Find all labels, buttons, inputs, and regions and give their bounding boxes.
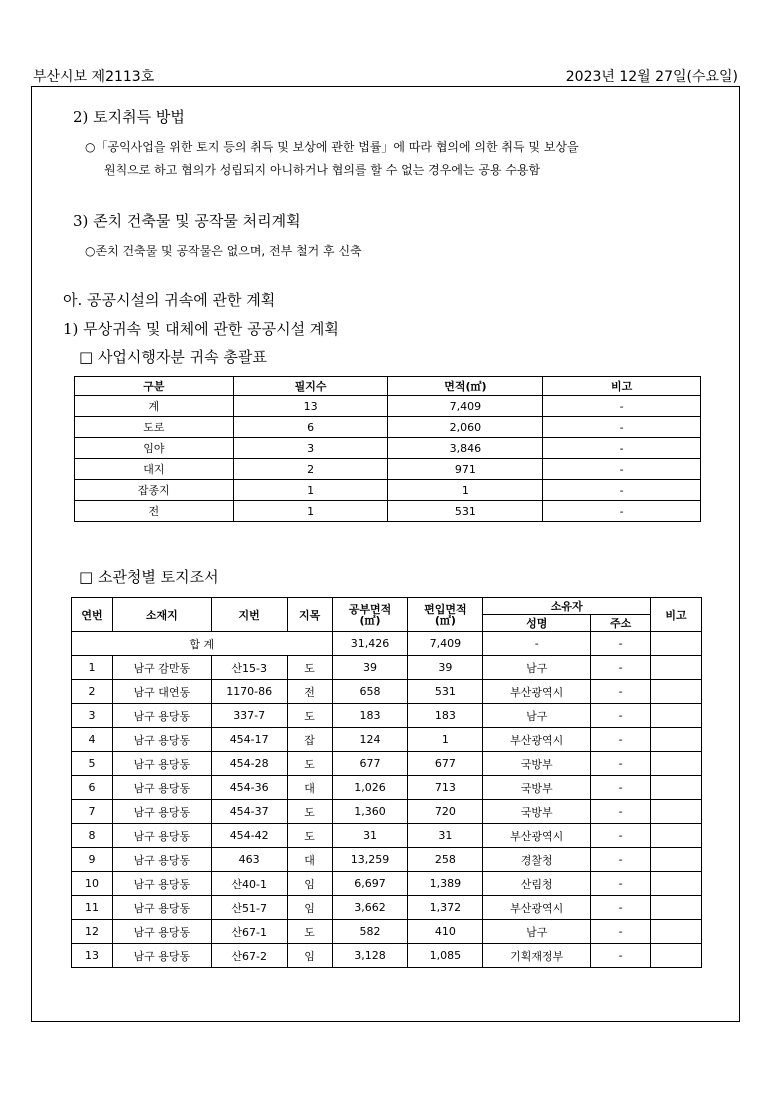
- table-cell: 31: [408, 824, 483, 848]
- table-cell: -: [591, 944, 651, 968]
- table-cell: 산67-2: [211, 944, 287, 968]
- column-header: 지목: [287, 598, 332, 632]
- paragraph-line: ○존치 건축물 및 공작물은 없으며, 전부 철거 후 신축: [85, 244, 362, 258]
- table-cell: 도: [287, 800, 332, 824]
- table-cell: [651, 632, 702, 656]
- table-row: [75, 396, 701, 417]
- table-cell: 13: [72, 944, 113, 968]
- paragraph-line: 원칙으로 하고 협의가 성립되지 아니하거나 협의를 할 수 없는 경우에는 공용 수용함: [104, 163, 541, 177]
- table-cell: 183: [408, 704, 483, 728]
- table-row: [75, 480, 701, 501]
- table-cell: 잡종지: [75, 480, 234, 501]
- table-cell: -: [543, 417, 701, 438]
- table-cell: 1,372: [408, 896, 483, 920]
- table-cell: [651, 800, 702, 824]
- table-cell: 국방부: [483, 800, 591, 824]
- table-cell: 1: [233, 480, 388, 501]
- table-cell: 1170-86: [211, 680, 287, 704]
- table-row: [72, 824, 702, 848]
- table-cell: 산40-1: [211, 872, 287, 896]
- table-cell: [651, 920, 702, 944]
- table-cell: 12: [72, 920, 113, 944]
- column-header: 지번: [211, 598, 287, 632]
- table-cell: -: [483, 632, 591, 656]
- table-cell: [651, 704, 702, 728]
- table-cell: 전: [75, 501, 234, 522]
- table-cell: 도: [287, 920, 332, 944]
- table-cell: 남구 용당동: [112, 920, 211, 944]
- table-cell: 1,389: [408, 872, 483, 896]
- table-row: [72, 656, 702, 680]
- table-cell: 임: [287, 872, 332, 896]
- column-header: 필지수: [233, 377, 388, 396]
- table-cell: 531: [408, 680, 483, 704]
- column-header: 비고: [543, 377, 701, 396]
- table-cell: [651, 776, 702, 800]
- gazette-issue: 부산시보 제2113호: [33, 69, 155, 85]
- table-cell: 1,026: [332, 776, 408, 800]
- table-row: [72, 680, 702, 704]
- table-cell: 부산광역시: [483, 728, 591, 752]
- table-cell: 남구 용당동: [112, 752, 211, 776]
- table-cell: 6,697: [332, 872, 408, 896]
- table-cell: -: [591, 800, 651, 824]
- table-cell: 남구 용당동: [112, 728, 211, 752]
- table-cell: [651, 824, 702, 848]
- table-cell: 971: [388, 459, 543, 480]
- table-cell: -: [591, 920, 651, 944]
- table-row: [72, 752, 702, 776]
- table-cell: 임: [287, 896, 332, 920]
- column-header: 소유자: [483, 598, 651, 615]
- table-cell: 454-17: [211, 728, 287, 752]
- column-header: 주소: [591, 615, 651, 632]
- section-title-land-acquisition: 2) 토지취득 방법: [73, 108, 185, 126]
- table-cell: 1: [233, 501, 388, 522]
- table-cell: 3,128: [332, 944, 408, 968]
- table-cell: 2: [72, 680, 113, 704]
- table-cell: -: [591, 752, 651, 776]
- table-cell: 3,846: [388, 438, 543, 459]
- table-cell: 국방부: [483, 752, 591, 776]
- table-cell: 임야: [75, 438, 234, 459]
- table-cell: 5: [72, 752, 113, 776]
- table-cell: 국방부: [483, 776, 591, 800]
- summary-table: [74, 376, 701, 522]
- table-cell: 1: [408, 728, 483, 752]
- table-cell: 1: [72, 656, 113, 680]
- table-cell: 39: [332, 656, 408, 680]
- table-cell: 남구 용당동: [112, 872, 211, 896]
- table-cell: 31: [332, 824, 408, 848]
- column-header-label: 공부면적: [348, 602, 392, 616]
- table-cell: 산51-7: [211, 896, 287, 920]
- table-cell: 남구: [483, 656, 591, 680]
- table-cell: 13: [233, 396, 388, 417]
- table-cell: 410: [408, 920, 483, 944]
- table-cell: -: [591, 848, 651, 872]
- table-cell: 454-37: [211, 800, 287, 824]
- summary-table-body: [75, 396, 701, 522]
- table-cell: [651, 944, 702, 968]
- table-cell: 713: [408, 776, 483, 800]
- table-cell: 산67-1: [211, 920, 287, 944]
- table-cell: 10: [72, 872, 113, 896]
- table-cell: 남구 용당동: [112, 776, 211, 800]
- column-header: 면적(㎡): [388, 377, 543, 396]
- table-cell: -: [591, 656, 651, 680]
- table-cell: -: [543, 501, 701, 522]
- table-cell: 3: [72, 704, 113, 728]
- table-cell: -: [591, 896, 651, 920]
- table-cell: 1,085: [408, 944, 483, 968]
- table-row: [72, 776, 702, 800]
- table-row: [72, 944, 702, 968]
- table-cell: 산림청: [483, 872, 591, 896]
- table-cell: 337-7: [211, 704, 287, 728]
- table-cell: 부산광역시: [483, 824, 591, 848]
- table-row: [75, 459, 701, 480]
- table-cell: 1: [388, 480, 543, 501]
- table-cell: -: [591, 632, 651, 656]
- column-header-unit: (㎡): [434, 613, 456, 627]
- table-cell: 남구 용당동: [112, 848, 211, 872]
- land-table-body: [72, 632, 702, 968]
- table-cell: 남구 용당동: [112, 944, 211, 968]
- table-cell: [651, 872, 702, 896]
- table-cell: 454-28: [211, 752, 287, 776]
- table-cell: 454-36: [211, 776, 287, 800]
- table-cell: 남구 용당동: [112, 704, 211, 728]
- table-cell: 경찰청: [483, 848, 591, 872]
- table-cell: [651, 728, 702, 752]
- table-cell: 부산광역시: [483, 896, 591, 920]
- table-cell: -: [543, 438, 701, 459]
- table-cell: 677: [332, 752, 408, 776]
- table-cell: -: [591, 680, 651, 704]
- table-cell: [651, 896, 702, 920]
- table-cell: -: [543, 480, 701, 501]
- table-cell: 도: [287, 656, 332, 680]
- table-cell: 31,426: [332, 632, 408, 656]
- table-cell: 도: [287, 752, 332, 776]
- table-cell: -: [591, 872, 651, 896]
- table-cell: 8: [72, 824, 113, 848]
- table-row: [72, 800, 702, 824]
- table-cell: 남구 대연동: [112, 680, 211, 704]
- column-header: 구분: [75, 377, 234, 396]
- table-cell: 9: [72, 848, 113, 872]
- table-cell: 부산광역시: [483, 680, 591, 704]
- table-cell: 남구: [483, 920, 591, 944]
- section-title-structures: 3) 존치 건축물 및 공작물 처리계획: [73, 212, 301, 230]
- table-cell: 124: [332, 728, 408, 752]
- table-cell: 7,409: [388, 396, 543, 417]
- table-cell: 2: [233, 459, 388, 480]
- table-cell: 454-42: [211, 824, 287, 848]
- table-cell: 4: [72, 728, 113, 752]
- table-row: [72, 896, 702, 920]
- table-cell: 531: [388, 501, 543, 522]
- table-row: [72, 728, 702, 752]
- table-cell: 463: [211, 848, 287, 872]
- table-cell: 대: [287, 776, 332, 800]
- column-header-unit: (㎡): [359, 613, 381, 627]
- table-cell: 582: [332, 920, 408, 944]
- table-cell: 2,060: [388, 417, 543, 438]
- table-cell: 677: [408, 752, 483, 776]
- total-row: [72, 632, 702, 656]
- table-cell: -: [591, 824, 651, 848]
- table-cell: 39: [408, 656, 483, 680]
- table-cell: 계: [75, 396, 234, 417]
- table-cell: [651, 752, 702, 776]
- paragraph-line: ○「공익사업을 위한 토지 등의 취득 및 보상에 관한 법률」에 따라 협의에 의한 취득 및 보상을: [85, 140, 579, 154]
- table-cell: 3,662: [332, 896, 408, 920]
- table-cell: 11: [72, 896, 113, 920]
- column-header: 비고: [651, 598, 702, 632]
- table-header-row: [72, 598, 702, 615]
- table-cell: 남구 감만동: [112, 656, 211, 680]
- table-cell: 남구: [483, 704, 591, 728]
- table-cell: 도: [287, 824, 332, 848]
- table-cell: 전: [287, 680, 332, 704]
- table-cell: [651, 680, 702, 704]
- table-cell: 도: [287, 704, 332, 728]
- table-cell: 1,360: [332, 800, 408, 824]
- table-row: [75, 501, 701, 522]
- table-cell: 258: [408, 848, 483, 872]
- table-cell: 13,259: [332, 848, 408, 872]
- land-table-caption: □ 소관청별 토지조서: [79, 568, 219, 586]
- table-cell: 잡: [287, 728, 332, 752]
- column-header: 성명: [483, 615, 591, 632]
- table-cell: 산15-3: [211, 656, 287, 680]
- subsection-title: 1) 무상귀속 및 대체에 관한 공공시설 계획: [63, 320, 339, 338]
- table-cell: [651, 656, 702, 680]
- table-cell: 6: [72, 776, 113, 800]
- table-cell: 183: [332, 704, 408, 728]
- table-cell: -: [543, 459, 701, 480]
- table-cell: -: [591, 776, 651, 800]
- table-cell: -: [543, 396, 701, 417]
- table-row: [72, 872, 702, 896]
- table-cell: 임: [287, 944, 332, 968]
- table-cell: 7: [72, 800, 113, 824]
- column-header: [408, 598, 483, 632]
- table-cell: 6: [233, 417, 388, 438]
- column-header-label: 편입면적: [424, 602, 467, 616]
- table-cell: 도로: [75, 417, 234, 438]
- table-cell: 658: [332, 680, 408, 704]
- table-row: [75, 417, 701, 438]
- table-cell: 3: [233, 438, 388, 459]
- table-cell: -: [591, 728, 651, 752]
- column-header: 소재지: [112, 598, 211, 632]
- table-cell: 대: [287, 848, 332, 872]
- table-cell: 남구 용당동: [112, 824, 211, 848]
- table-cell: 720: [408, 800, 483, 824]
- table-row: [75, 438, 701, 459]
- column-header: [332, 598, 408, 632]
- table-cell: 남구 용당동: [112, 800, 211, 824]
- table-row: [72, 848, 702, 872]
- table-row: [72, 920, 702, 944]
- summary-table-caption: □ 사업시행자분 귀속 총괄표: [79, 348, 267, 366]
- table-cell: 7,409: [408, 632, 483, 656]
- table-cell: [651, 848, 702, 872]
- table-cell: -: [591, 704, 651, 728]
- table-header-row: [75, 377, 701, 396]
- column-header: 연번: [72, 598, 113, 632]
- publication-date: 2023년 12월 27일(수요일): [565, 69, 738, 85]
- table-cell: 남구 용당동: [112, 896, 211, 920]
- table-cell: 대지: [75, 459, 234, 480]
- section-title-public-facilities: 아. 공공시설의 귀속에 관한 계획: [63, 291, 276, 309]
- total-label: 합 계: [72, 632, 333, 656]
- table-row: [72, 704, 702, 728]
- land-survey-table: [71, 597, 702, 968]
- table-cell: 기획재정부: [483, 944, 591, 968]
